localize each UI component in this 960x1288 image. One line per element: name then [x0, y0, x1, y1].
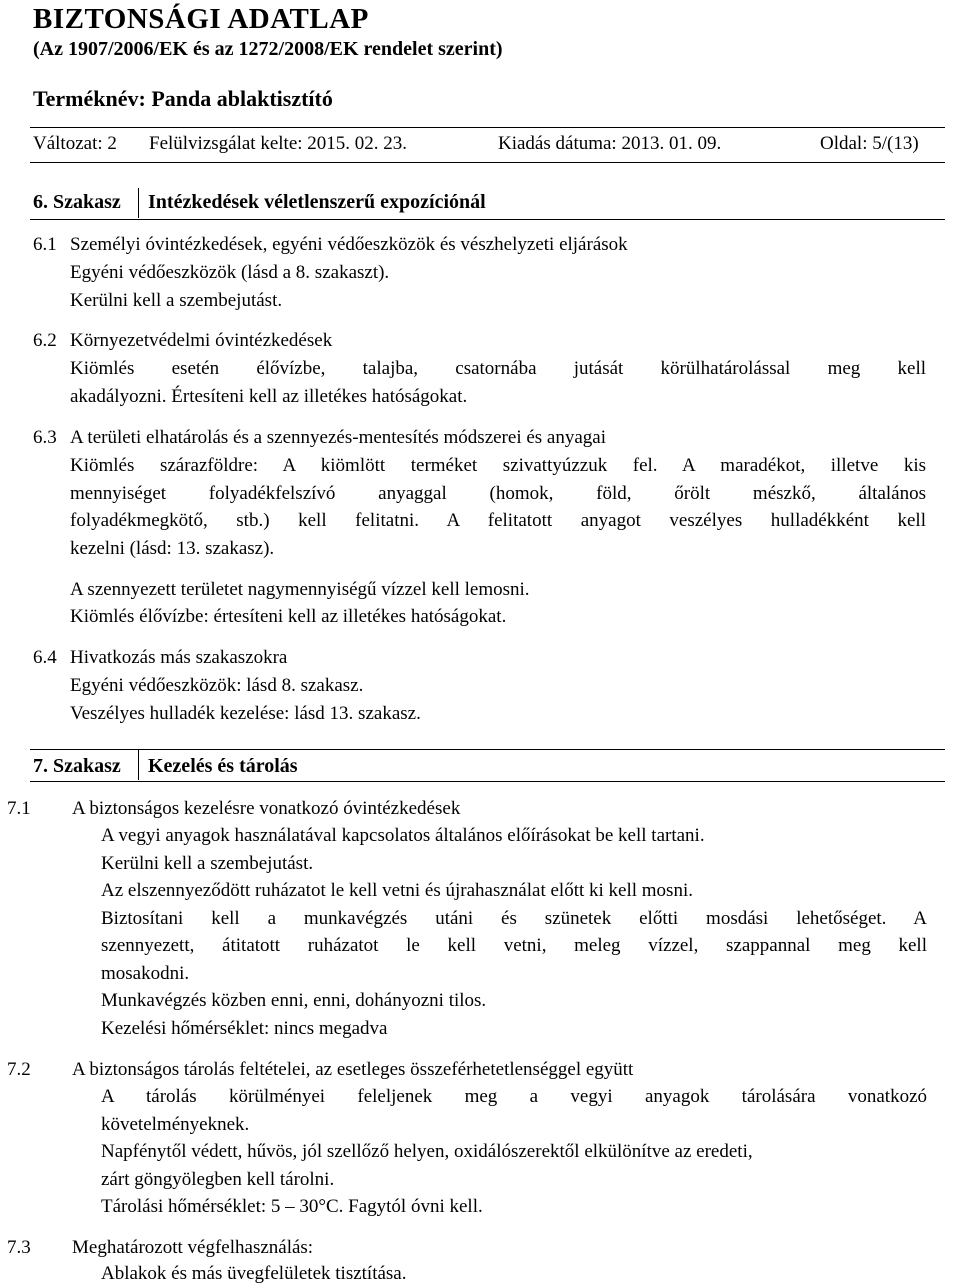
subsection-6-2-line: akadályozni. Értesíteni kell az illetékes hatóságokat.	[70, 386, 468, 407]
subsection-6-1-number: 6.1	[33, 234, 57, 255]
issue-date-field: Kiadás dátuma: 2013. 01. 09.	[498, 133, 722, 154]
page-number-field: Oldal: 5/(13)	[820, 133, 919, 154]
subsection-7-2-line: zárt göngyölegben kell tárolni.	[101, 1169, 335, 1190]
subsection-7-1-line: Biztosítani kell a munkavégzés utáni és szünetek előtti mosdási lehetőséget. A	[101, 908, 927, 929]
section7-label: 7. Szakasz	[33, 755, 121, 777]
version-field: Változat: 2	[33, 133, 117, 154]
subsection-6-1-line: Kerülni kell a szembejutást.	[70, 290, 283, 311]
subsection-7-2-line: A tárolás körülményei feleljenek meg a vegyi anyagok tárolására vonatkozó	[101, 1086, 927, 1107]
subsection-6-4-number: 6.4	[33, 647, 57, 668]
subsection-6-3-line: mennyiséget folyadékfelszívó anyaggal (homok, föld, őrölt mészkő, általános	[70, 483, 926, 504]
subsection-7-2-title: A biztonságos tárolás feltételei, az esetleges összeférhetetlenséggel együtt	[72, 1059, 634, 1080]
subsection-6-3-line: kezelni (lásd: 13. szakasz).	[70, 538, 275, 559]
section7-topline	[30, 749, 945, 750]
subsection-6-2-line: Kiömlés esetén élővízbe, talajba, csatornába jutását körülhatárolással meg kell	[70, 358, 926, 379]
subsection-7-1-title: A biztonságos kezelésre vonatkozó óvintézkedések	[72, 798, 461, 819]
subsection-7-2-line: követelményeknek.	[101, 1114, 250, 1135]
subsection-6-4-line: Veszélyes hulladék kezelése: lásd 13. szakasz.	[70, 703, 421, 724]
subsection-7-1-line: Kezelési hőmérséklet: nincs megadva	[101, 1018, 388, 1039]
subsection-6-1-line: Egyéni védőeszközök (lásd a 8. szakaszt).	[70, 262, 390, 283]
regulation-subtitle: (Az 1907/2006/EK és az 1272/2008/EK rendelet szerint)	[33, 38, 503, 60]
meta-bottom-border	[30, 162, 945, 163]
subsection-7-2-line: Tárolási hőmérséklet: 5 – 30°C. Fagytól óvni kell.	[101, 1196, 483, 1217]
subsection-6-4-title: Hivatkozás más szakaszokra	[70, 647, 288, 668]
section7-title: Kezelés és tárolás	[148, 755, 298, 777]
subsection-6-3-line: folyadékmegkötő, stb.) kell felitatni. A felitatott anyagot veszélyes hulladékként kell	[70, 510, 926, 531]
subsection-7-1-line: szennyezett, átitatott ruházatot le kell vetni, meleg vízzel, szappannal meg kell	[101, 935, 927, 956]
section7-divider	[138, 750, 139, 780]
subsection-6-1-title: Személyi óvintézkedések, egyéni védőeszközök és vészhelyzeti eljárások	[70, 234, 628, 255]
subsection-7-1-number: 7.1	[7, 798, 31, 819]
section6-divider	[138, 188, 139, 218]
subsection-7-1-line: Az elszennyeződött ruházatot le kell vetni és újrahasználat előtt ki kell mosni.	[101, 880, 693, 901]
subsection-7-3-line: Ablakok és más üvegfelületek tisztítása.	[101, 1263, 407, 1284]
subsection-7-3-number: 7.3	[7, 1237, 31, 1258]
subsection-6-3-line: A szennyezett területet nagymennyiségű vízzel kell lemosni.	[70, 579, 530, 600]
subsection-6-4-line: Egyéni védőeszközök: lásd 8. szakasz.	[70, 675, 364, 696]
section7-underline	[30, 781, 945, 782]
subsection-6-3-line: Kiömlés szárazföldre: A kiömlött terméket szivattyúzzuk fel. A maradékot, illetve kis	[70, 455, 926, 476]
product-name: Terméknév: Panda ablaktisztító	[33, 86, 333, 111]
subsection-6-3-number: 6.3	[33, 427, 57, 448]
subsection-7-2-number: 7.2	[7, 1059, 31, 1080]
revision-date-field: Felülvizsgálat kelte: 2015. 02. 23.	[149, 133, 408, 154]
subsection-7-1-line: mosakodni.	[101, 963, 190, 984]
subsection-7-1-line: Munkavégzés közben enni, enni, dohányozni tilos.	[101, 990, 487, 1011]
subsection-6-3-title: A területi elhatárolás és a szennyezés-mentesítés módszerei és anyagai	[70, 427, 606, 448]
subsection-7-1-line: Kerülni kell a szembejutást.	[101, 853, 314, 874]
subsection-7-3-title: Meghatározott végfelhasználás:	[72, 1237, 314, 1258]
subsection-6-2-title: Környezetvédelmi óvintézkedések	[70, 330, 333, 351]
section6-label: 6. Szakasz	[33, 191, 121, 213]
section6-underline	[30, 219, 945, 220]
subsection-6-3-line: Kiömlés élővízbe: értesíteni kell az illetékes hatóságokat.	[70, 606, 507, 627]
subsection-7-1-line: A vegyi anyagok használatával kapcsolatos általános előírásokat be kell tartani.	[101, 825, 705, 846]
document-title: BIZTONSÁGI ADATLAP	[33, 3, 369, 35]
subsection-7-2-line: Napfénytől védett, hűvös, jól szellőző helyen, oxidálószerektől elkülönítve az eredeti,	[101, 1141, 753, 1162]
subsection-6-2-number: 6.2	[33, 330, 57, 351]
meta-top-border	[30, 127, 945, 128]
section6-title: Intézkedések véletlenszerű expozíciónál	[148, 191, 486, 213]
